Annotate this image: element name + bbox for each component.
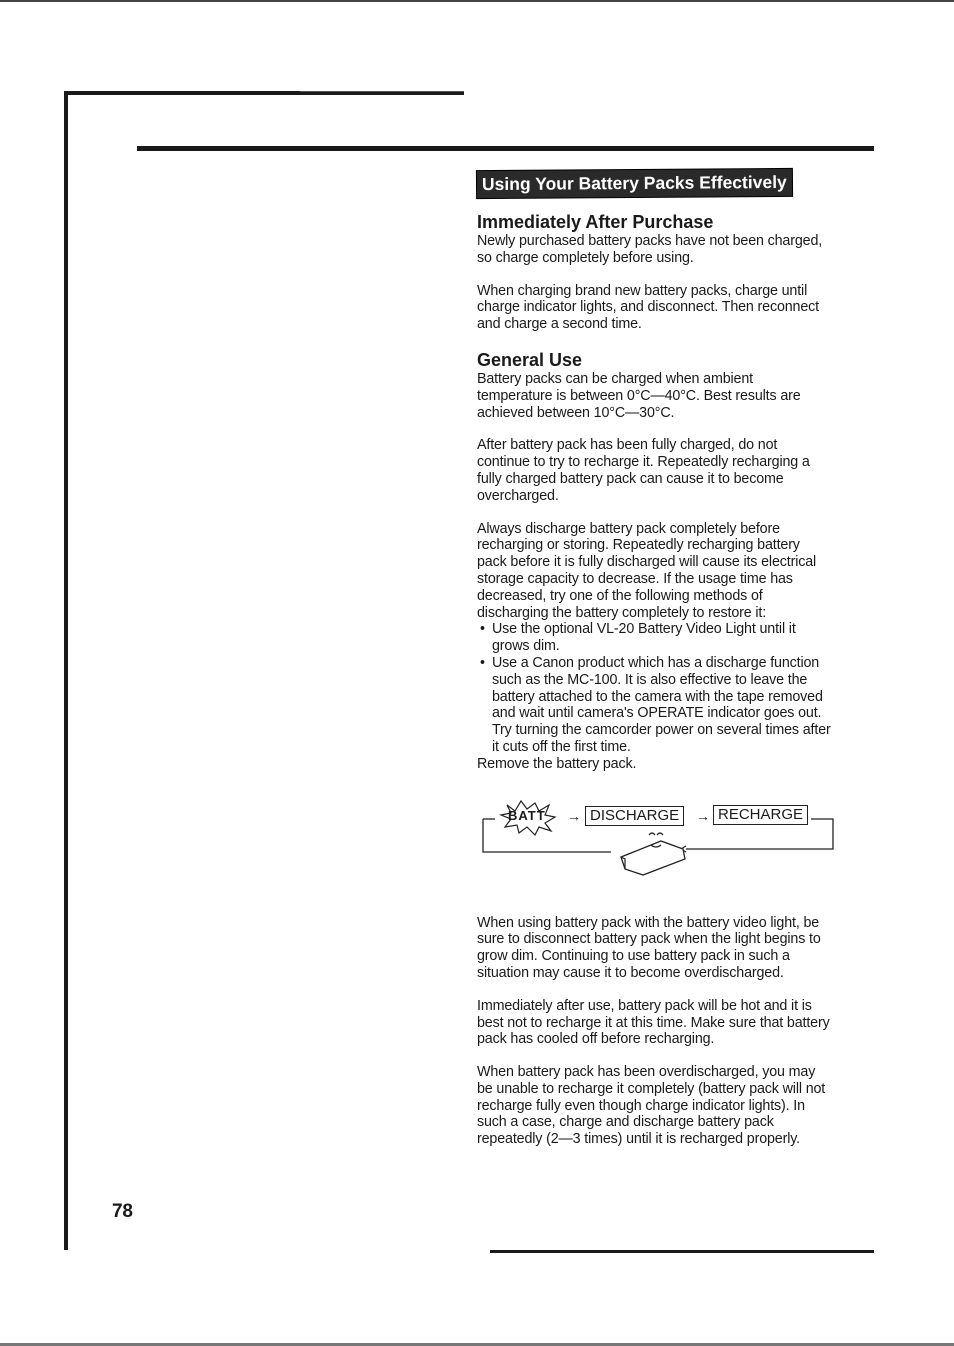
list-item [477,621,832,655]
paragraph: Battery packs can be charged when ambient temperature is between 0°C—40°C. Best results are achieved between 10°C—30°C. [477,370,801,421]
main-column [477,170,832,1148]
paragraph: When using battery pack with the battery video light, be sure to disconnect battery pack when the light begins to grow dim. Continuing to use battery pack in such a situation may cause it to become overdischarged. [477,914,821,981]
column-footer-rule [490,1250,874,1253]
left-header-rule-thin [300,91,464,92]
list-item-text: Use the optional VL-20 Battery Video Light until it grows dim. [492,621,796,655]
discharge-methods-list [477,621,832,755]
paragraph: Remove the battery pack. [477,755,637,772]
list-item [477,655,832,756]
heading-immediately-after-purchase: Immediately After Purchase [477,212,714,232]
list-item-text: Use a Canon product which has a discharge function such as the MC-100. It is also effective to leave the battery attached to the camera with the tape removed and wait until camera's OPERATE indicator goes out. Try turning the camcorder power on several times after it cuts off the first time. [492,654,831,755]
paragraph: Newly purchased battery packs have not been charged, so charge completely before using. [477,233,823,266]
column-header-rule [137,146,874,151]
paragraph: Immediately after use, battery pack will be hot and it is best not to recharge it at this time. Make sure that battery pack has cooled off before recharging. [477,997,830,1048]
recharge-box: RECHARGE [713,805,808,825]
discharge-box: DISCHARGE [585,806,684,826]
section-title-banner: Using Your Battery Packs Effectively [477,169,792,198]
top-edge-rule [0,0,954,2]
page-number: 78 [112,1201,133,1222]
left-margin-bar [64,95,68,1250]
batt-label: BATT [508,807,546,823]
arrow-icon: → [696,807,710,824]
paragraph: When charging brand new battery packs, charge until charge indicator lights, and disconnect. Then reconnect and charge a second time. [477,282,819,333]
bullet-icon: • [480,621,485,638]
paragraph: When battery pack has been overdischarged, you may be unable to recharge it completely (battery pack will not recharge fully even though charge indicator lights). In such a case, charge and discharge battery pack repeatedly (2—3 times) until it is recharged properly. [477,1064,826,1148]
discharge-cycle-diagram [481,797,836,887]
bullet-icon: • [480,654,485,671]
arrow-icon: → [567,807,581,824]
paragraph: After battery pack has been fully charged, do not continue to try to recharge it. Repeatedly recharging a fully charged battery pack can cause it to become overcharged. [477,437,810,504]
heading-general-use: General Use [477,349,583,370]
paragraph: Always discharge battery pack completely before recharging or storing. Repeatedly recharging battery pack before it is fully discharged will cause its electrical storage capacity to decrease. If the usage time has decreased, try one of the following methods of discharging the battery completely to restore it: [477,520,817,621]
